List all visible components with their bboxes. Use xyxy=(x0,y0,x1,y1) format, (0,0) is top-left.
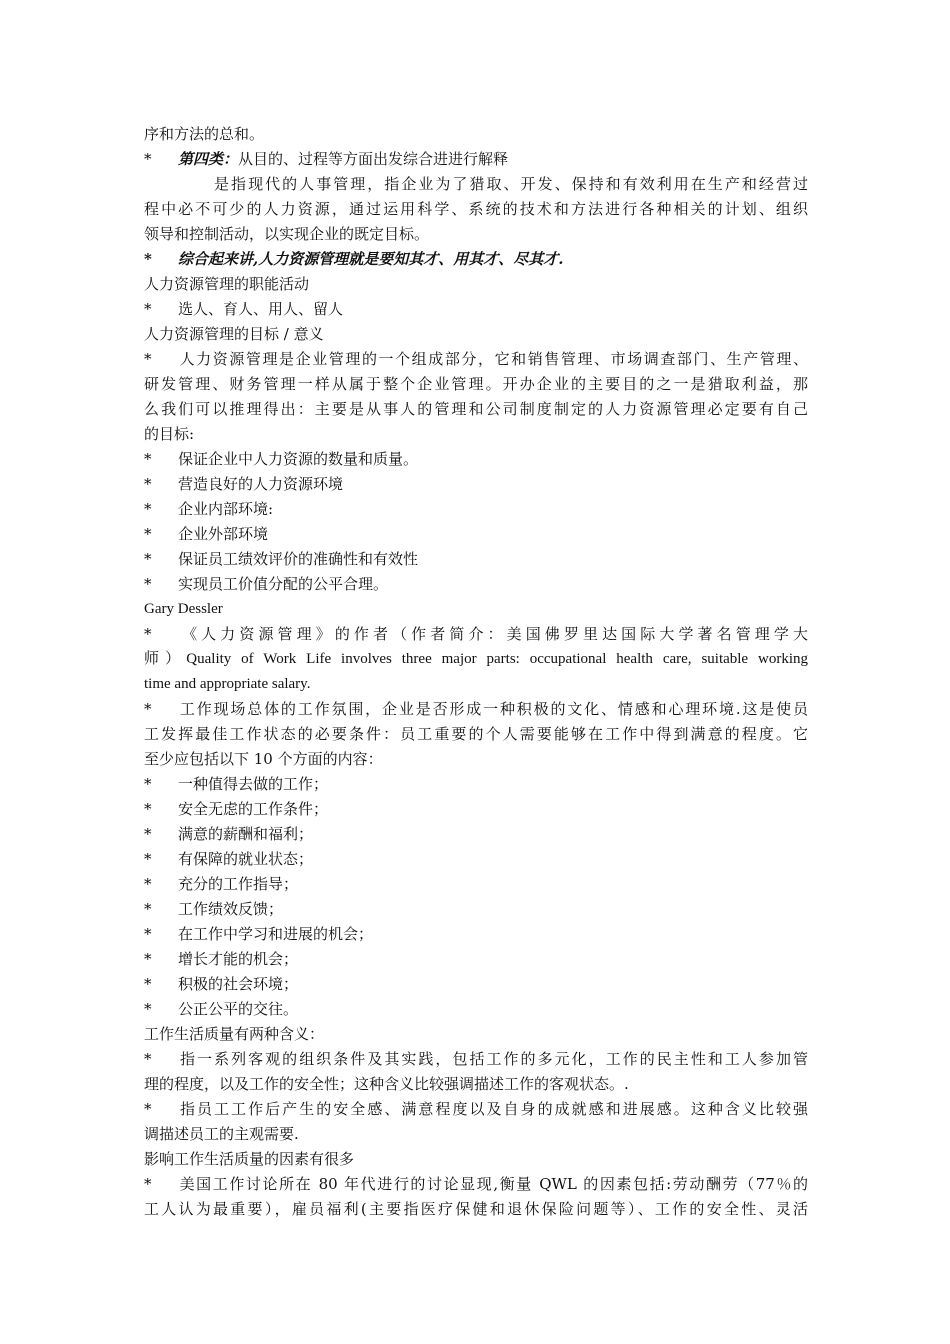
bullet-line xyxy=(144,772,808,797)
category-label: 第四类： xyxy=(178,150,239,168)
bullet-line xyxy=(144,572,808,597)
bullet-line xyxy=(144,822,808,847)
bullet-text: 实现员工价值分配的公平合理。 xyxy=(178,575,389,593)
bullet-marker: * xyxy=(144,550,152,568)
bullet-text: 增长才能的机会； xyxy=(178,950,299,968)
section-heading: 人力资源管理的职能活动 xyxy=(144,275,310,293)
bullet-marker: * xyxy=(144,350,152,368)
bullet-marker: * xyxy=(144,825,152,843)
bullet-summary-line xyxy=(144,247,808,272)
text-line: 理的程度，以及工作的安全性；这种含义比较强调描述工作的客观状态。. xyxy=(144,1075,629,1093)
bullet-line xyxy=(144,622,808,647)
text-line: 程中必不可少的人力资源，通过运用科学、系统的技术和方法进行各种相关的计划、组织 xyxy=(144,200,808,218)
document-body xyxy=(144,122,808,1222)
bullet-line xyxy=(144,497,808,522)
bullet-marker: * xyxy=(144,1100,152,1118)
bullet-text: 积极的社会环境； xyxy=(178,975,299,993)
bullet-marker: * xyxy=(144,1050,152,1068)
bullet-marker: * xyxy=(144,500,152,518)
bullet-marker: * xyxy=(144,900,152,918)
bullet-line xyxy=(144,872,808,897)
bullet-line xyxy=(144,522,808,547)
bullet-text: 安全无虑的工作条件； xyxy=(178,800,329,818)
text-line: 师）Quality of Work Life involves three major parts: occupational health care, suitable working xyxy=(144,651,808,667)
bullet-marker: * xyxy=(144,975,152,993)
text-line: 序和方法的总和。 xyxy=(144,125,265,143)
bullet-marker: * xyxy=(144,450,152,468)
bullet-line xyxy=(144,1047,808,1072)
bullet-line xyxy=(144,897,808,922)
bullet-marker: * xyxy=(144,925,152,943)
bullet-marker: * xyxy=(144,800,152,818)
bullet-marker: * xyxy=(144,150,152,168)
bullet-text: 企业外部环境 xyxy=(178,525,269,543)
bullet-text: 从目的、过程等方面出发综合进进行解释 xyxy=(238,150,509,168)
bullet-line xyxy=(144,947,808,972)
bullet-marker: * xyxy=(144,1175,152,1193)
bullet-line xyxy=(144,472,808,497)
bullet-text: 选人、育人、用人、留人 xyxy=(178,300,344,318)
bullet-text: 工作绩效反馈； xyxy=(178,900,284,918)
text-line: 研发管理、财务管理一样从属于整个企业管理。开办企业的主要目的之一是猎取利益，那 xyxy=(144,375,808,393)
bullet-line xyxy=(144,447,808,472)
text-line: time and appropriate salary. xyxy=(144,676,311,692)
section-heading: 人力资源管理的目标 / 意义 xyxy=(144,325,324,343)
text-line: 是指现代的人事管理，指企业为了猎取、开发、保持和有效利用在生产和经营过 xyxy=(212,175,808,193)
bullet-marker: * xyxy=(144,775,152,793)
bullet-line xyxy=(144,972,808,997)
text-line: 工人认为最重要），雇员福利(主要指医疗保健和退休保险问题等）、工作的安全性、灵活 xyxy=(144,1200,808,1218)
bullet-marker: * xyxy=(144,575,152,593)
text-line: 工发挥最佳工作状态的必要条件：员工重要的个人需要能够在工作中得到满意的程度。它 xyxy=(144,725,808,743)
bullet-line xyxy=(144,1097,808,1122)
bullet-line xyxy=(144,997,808,1022)
text-line: 调描述员工的主观需要. xyxy=(144,1125,299,1143)
bullet-marker: * xyxy=(144,950,152,968)
bullet-text: 企业内部环境: xyxy=(178,500,274,518)
bullet-text: 综合起来讲,人力资源管理就是要知其才、用其才、尽其才. xyxy=(178,250,564,268)
bullet-line xyxy=(144,697,808,722)
text-line: 的目标: xyxy=(144,425,195,443)
bullet-line xyxy=(144,1172,808,1197)
bullet-text: 保证企业中人力资源的数量和质量。 xyxy=(178,450,419,468)
bullet-text: 美国工作讨论所在 80 年代进行的讨论显现,衡量 QWL 的因素包括:劳动酬劳（77％的 xyxy=(178,1175,808,1193)
bullet-marker: * xyxy=(144,300,152,318)
bullet-text: 指一系列客观的组织条件及其实践，包括工作的多元化，工作的民主性和工人参加管 xyxy=(178,1050,808,1068)
bullet-text: 满意的薪酬和福利； xyxy=(178,825,314,843)
bullet-text: 充分的工作指导； xyxy=(178,875,299,893)
bullet-marker: * xyxy=(144,625,152,643)
text-line: 至少应包括以下 10 个方面的内容： xyxy=(144,750,383,768)
bullet-text: 《人力资源管理》的作者（作者简介：美国佛罗里达国际大学著名管理学大 xyxy=(178,625,808,643)
bullet-line xyxy=(144,922,808,947)
bullet-text: 有保障的就业状态； xyxy=(178,850,314,868)
bullet-line xyxy=(144,847,808,872)
bullet-marker: * xyxy=(144,250,152,268)
bullet-text: 在工作中学习和进展的机会； xyxy=(178,925,374,943)
author-name: Gary Dessler xyxy=(144,601,223,617)
bullet-marker: * xyxy=(144,850,152,868)
bullet-marker: * xyxy=(144,875,152,893)
bullet-text: 工作现场总体的工作氛围，企业是否形成一种积极的文化、情感和心理环境.这是使员 xyxy=(178,700,808,718)
bullet-text: 营造良好的人力资源环境 xyxy=(178,475,344,493)
section-heading: 影响工作生活质量的因素有很多 xyxy=(144,1150,355,1168)
section-heading: 工作生活质量有两种含义： xyxy=(144,1025,325,1043)
bullet-marker: * xyxy=(144,1000,152,1018)
bullet-line xyxy=(144,797,808,822)
bullet-line xyxy=(144,547,808,572)
bullet-marker: * xyxy=(144,475,152,493)
bullet-marker: * xyxy=(144,700,152,718)
bullet-text: 公正公平的交往。 xyxy=(178,1000,299,1018)
bullet-line xyxy=(144,347,808,372)
bullet-text: 人力资源管理是企业管理的一个组成部分，它和销售管理、市场调查部门、生产管理、 xyxy=(178,350,808,368)
bullet-text: 一种值得去做的工作； xyxy=(178,775,329,793)
text-line: 领导和控制活动，以实现企业的既定目标。 xyxy=(144,225,430,243)
bullet-line xyxy=(144,297,808,322)
bullet-heading-line xyxy=(144,147,808,172)
text-line: 么我们可以推理得出：主要是从事人的管理和公司制度制定的人力资源管理必定要有自己 xyxy=(144,400,808,418)
bullet-marker: * xyxy=(144,525,152,543)
bullet-text: 指员工工作后产生的安全感、满意程度以及自身的成就感和进展感。这种含义比较强 xyxy=(178,1100,808,1118)
bullet-text: 保证员工绩效评价的准确性和有效性 xyxy=(178,550,419,568)
